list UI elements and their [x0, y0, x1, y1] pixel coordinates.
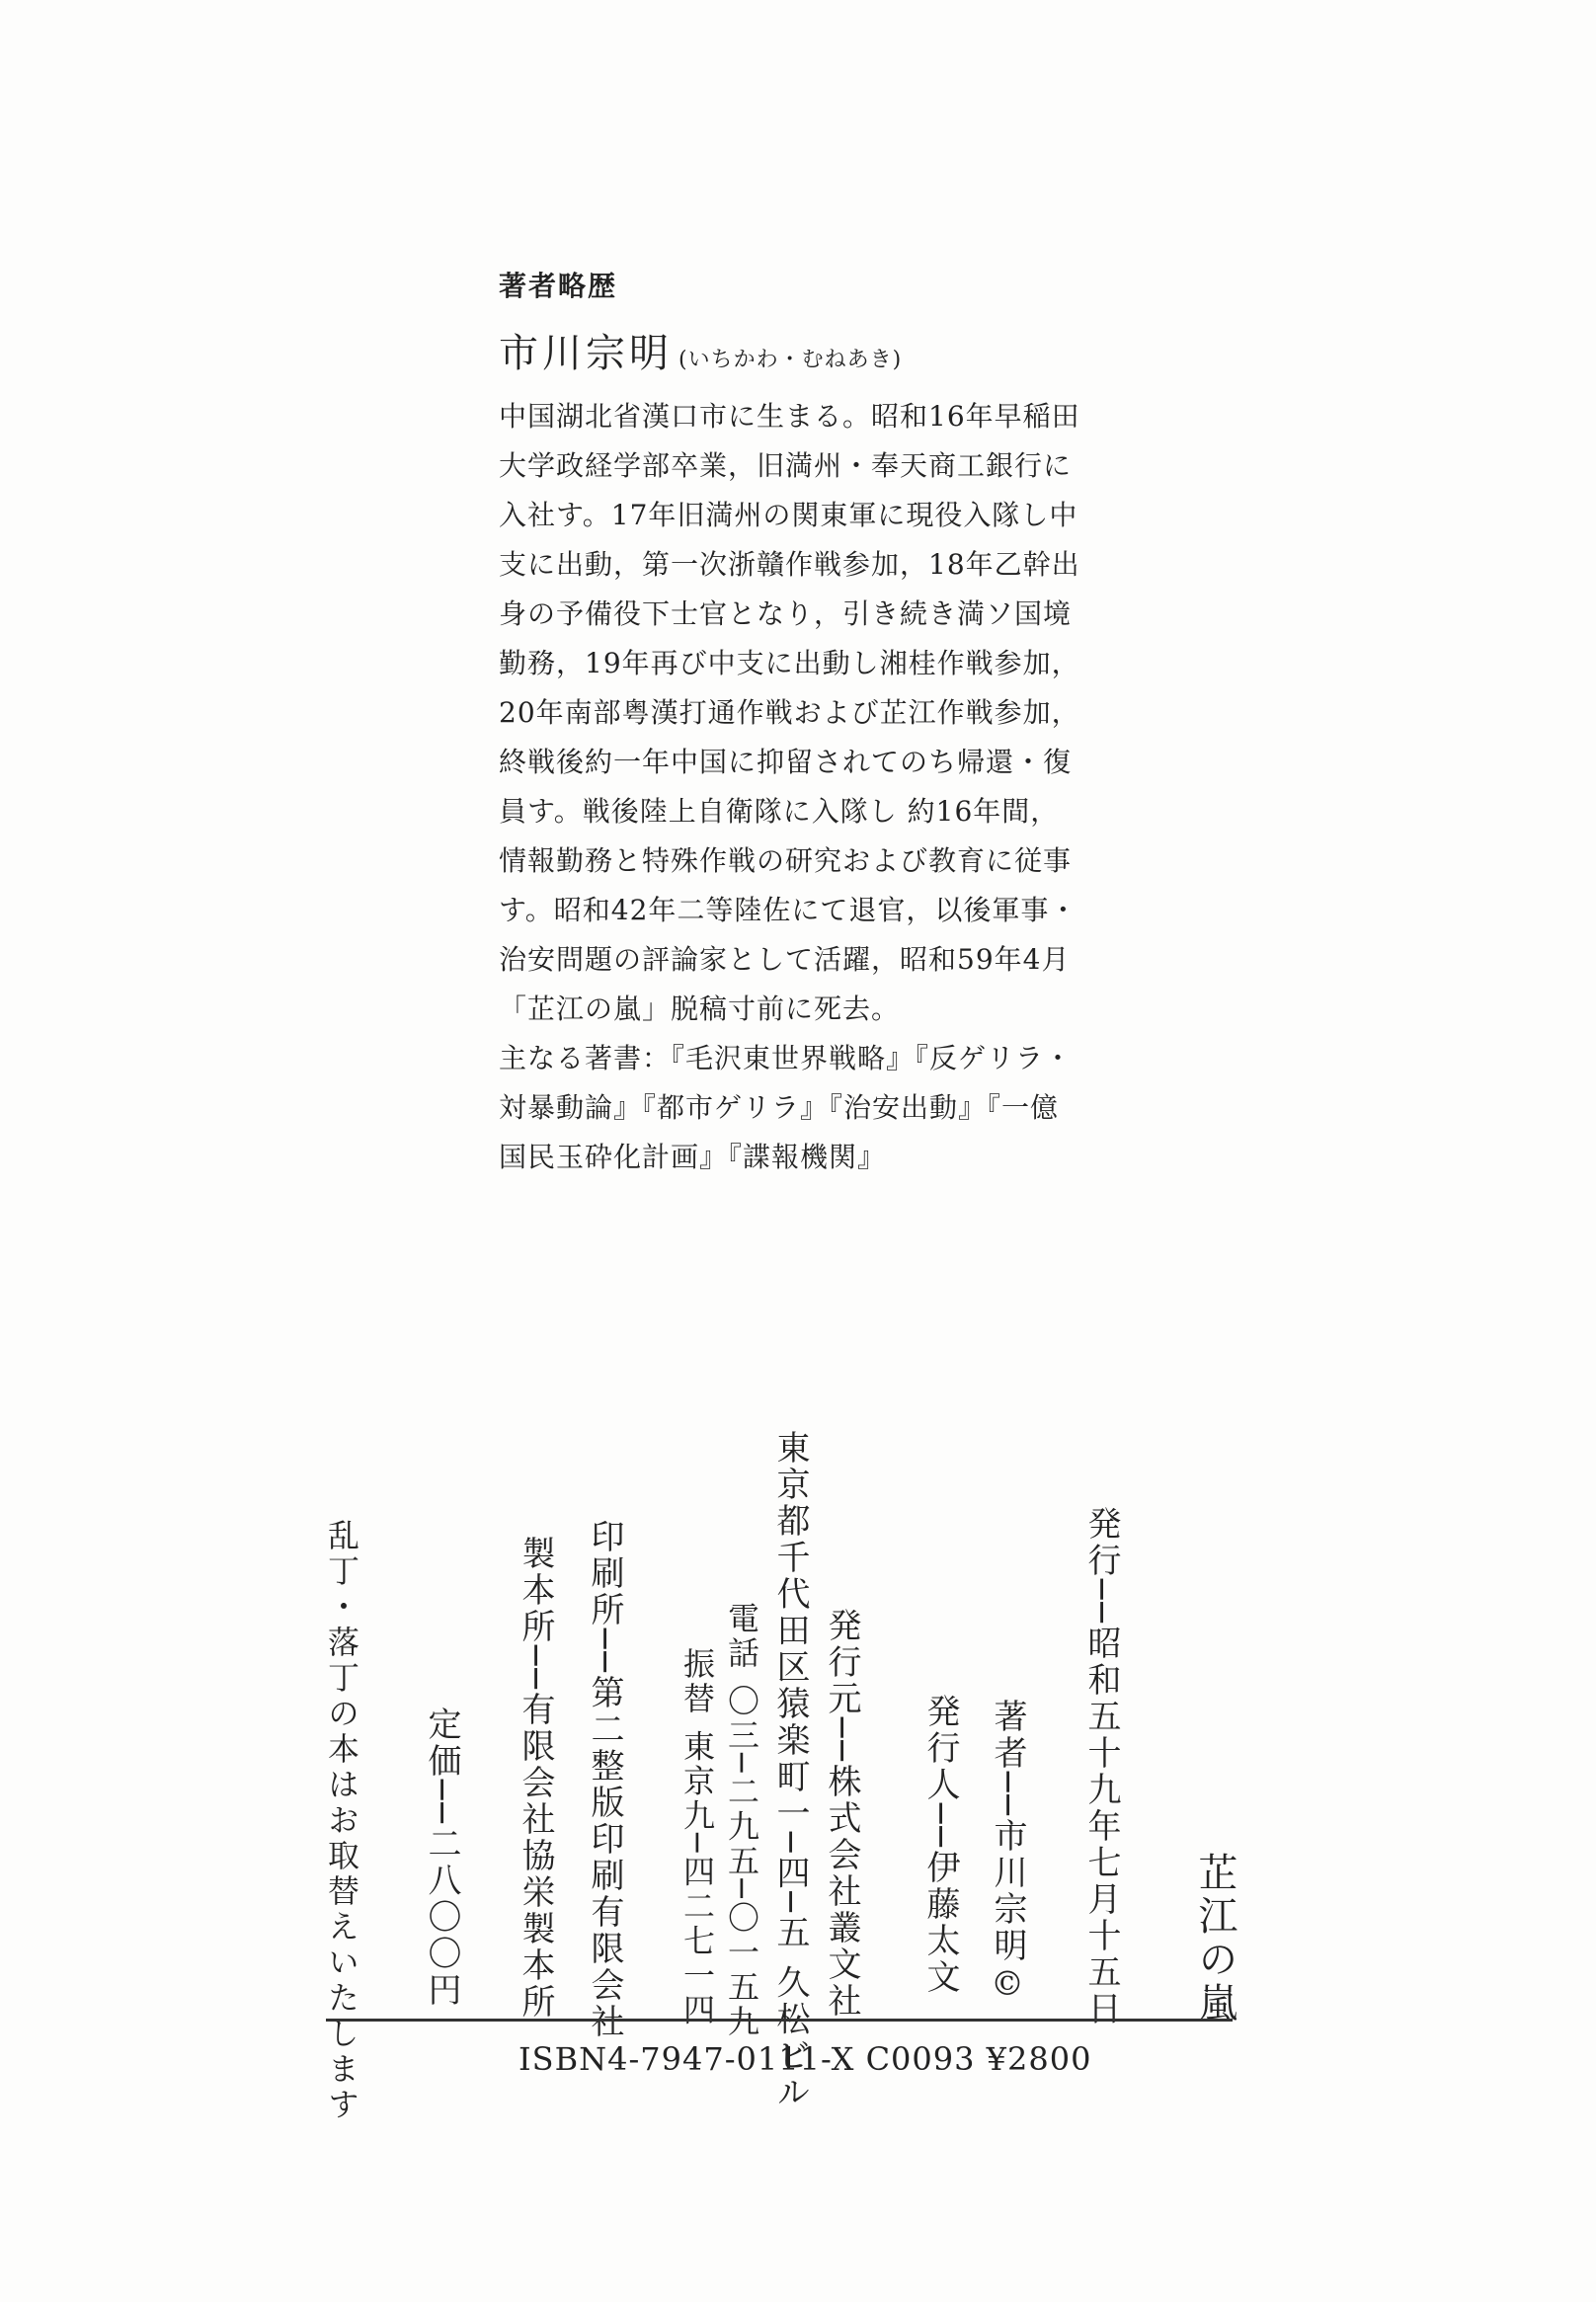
colophon-divider [326, 2019, 1233, 2022]
biography-line: 情報勤務と特殊作戦の研究および教育に従事 [499, 844, 1073, 877]
works-line: 対暴動論』『都市ゲリラ』『治安出動』『一億 [499, 1091, 1060, 1124]
biography-line: す。昭和42年二等陸佐にて退官，以後軍事・ [499, 894, 1078, 926]
works-line: 主なる著書：『毛沢東世界戦略』『反ゲリラ・ [499, 1042, 1074, 1074]
major-works [499, 1034, 1072, 1182]
colophon-publisher-company: 発行元──株式会社叢文社 [822, 1608, 861, 2020]
author-name-row [499, 322, 1072, 378]
colophon-publisher-person: 発行人──伊藤太文 [920, 1694, 960, 1996]
biography-line: 20年南部粤漢打通作戦および芷江作戦参加， [499, 696, 1080, 729]
author-biography [499, 265, 1080, 1182]
publisher-address: 東京都千代田区猿楽町一─四─五 久松ビル [770, 1430, 810, 2111]
colophon-author: 著者──市川宗明© [988, 1699, 1027, 2007]
book-title: 芷江の嵐 [1192, 1852, 1237, 2025]
publication-date: 発行──昭和五十九年七月十五日 [1081, 1506, 1121, 2027]
biography-heading: 著者略歴 [499, 270, 618, 302]
biography-line: 治安問題の評論家として活躍，昭和59年4月 [499, 943, 1071, 976]
colophon-binder: 製本所──有限会社協栄製本所 [516, 1536, 555, 2021]
works-line: 国民玉砕化計画』『諜報機関』 [499, 1141, 887, 1173]
author-name: 市川宗明 [499, 331, 673, 376]
biography-line: 終戦後約一年中国に抑留されてのち帰還・復 [499, 746, 1073, 778]
biography-text [499, 392, 1080, 1182]
author-name-reading: (いちかわ・むねあき) [678, 348, 903, 372]
colophon-price: 定価──二八〇〇円 [422, 1707, 461, 2009]
biography-line: 員す。戦後陸上自衛隊に入隊し 約16年間， [499, 795, 1060, 828]
colophon-printer: 印刷所──第二整版印刷有限会社 [585, 1519, 624, 2040]
biography-line: 入社す。17年旧満州の関東軍に現役入隊し中 [499, 499, 1078, 531]
biography-line: 「芷江の嵐」脱稿寸前に死去。 [499, 992, 901, 1025]
publisher-phone: 電話 〇三─二九五─〇一五九 [723, 1602, 760, 2039]
biography-line: 支に出動，第一次浙贛作戦参加，18年乙幹出 [499, 548, 1080, 581]
publisher-transfer-account: 振替 東京九─四二七一四 [678, 1647, 716, 2028]
biography-line: 身の予備役下士官となり，引き続き満ソ国境 [499, 597, 1073, 630]
isbn-line: ISBN4-7947-0111-X C0093 ¥2800 [519, 2040, 1092, 2078]
biography-line: 中国湖北省漢口市に生まる。昭和16年早稲田 [499, 400, 1080, 433]
replacement-notice: 乱丁・落丁の本はお取替えいたします [323, 1519, 360, 2123]
biography-line: 大学政経学部卒業，旧満州・奉天商工銀行に [499, 449, 1073, 482]
biography-line: 勤務，19年再び中支に出動し湘桂作戦参加， [499, 647, 1080, 679]
